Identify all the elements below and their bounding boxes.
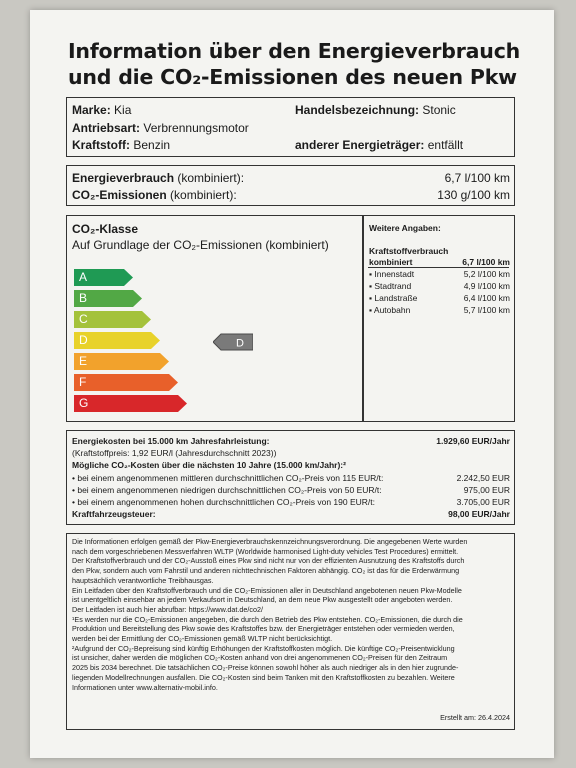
make-row <box>72 103 131 117</box>
further-item-text: Innenstadt <box>374 269 415 279</box>
footer-line: hauptsächlich verantwortliche Treibhausgas. <box>72 575 214 585</box>
footer-line: Der Leitfaden ist auch hier abrufbar: https://www.dat.de/co2/ <box>72 604 263 614</box>
title-line-2: und die CO₂-Emissionen des neuen Pkw <box>68 65 517 89</box>
trade-label: Handelsbezeichnung: <box>295 103 420 117</box>
class-bar-g <box>74 395 187 412</box>
further-item-text: Stadtrand <box>374 281 412 291</box>
footer-line: liegenden Modellrechnungen ausfallen. Die CO₂-Kosten sind beim Tanken mit den Kraftstoffkosten zu bezahlen. Weitere <box>72 672 455 682</box>
other-energy-row <box>295 138 463 152</box>
fuel-label: Kraftstoff: <box>72 138 130 152</box>
class-bar-e <box>74 353 169 370</box>
class-bar-a <box>74 269 133 286</box>
tax-label: Kraftfahrzeugsteuer: <box>72 509 156 519</box>
footer-line: den Pkw, sondern auch vom Fahrstil und anderen nichttechnischen Faktoren abhängig. CO₂ ist das für die Erderwärmung <box>72 566 460 576</box>
footer-line: Produktion und Bereitstellung des Pkw sowie des Kraftstoffes bzw. der Energieträger entstehen oder vermieden werden, <box>72 624 455 634</box>
class-bar-c <box>74 311 151 328</box>
co2-cost-label: Mögliche CO₂-Kosten über die nächsten 10 Jahre (15.000 km/Jahr):² <box>72 460 346 470</box>
fuel-value: Benzin <box>133 138 171 152</box>
co2-value: 130 g/100 km <box>437 188 510 202</box>
co2-cost-row-label: • bei einem angenommenen mittleren durchschnittlichen CO₂-Preis von 115 EUR/t: <box>72 473 384 483</box>
page-title <box>68 38 538 90</box>
trade-value: Stonic <box>422 103 456 117</box>
co2-cost-row-value: 3.705,00 EUR <box>456 497 510 507</box>
other-energy-value: entfällt <box>427 138 464 152</box>
co2-sub: (kombiniert): <box>170 188 237 202</box>
title-line-1: Information über den Energieverbrauch <box>68 39 521 63</box>
combined-label: kombiniert <box>369 257 413 267</box>
class-letter: B <box>79 291 88 305</box>
co2-label: CO₂-Emissionen <box>72 188 167 202</box>
fuel-price-note: (Kraftstoffpreis: 1,92 EUR/l (Jahresdurchschnitt 2023)) <box>72 448 277 458</box>
further-item-label: ▪ Innenstadt <box>369 269 415 279</box>
current-class-pointer <box>213 333 253 351</box>
energy-cost-label: Energiekosten bei 15.000 km Jahresfahrleistung: <box>72 436 270 446</box>
class-letter: A <box>79 270 88 284</box>
energy-label: Energieverbrauch <box>72 171 175 185</box>
footer-line: Die Informationen erfolgen gemäß der Pkw-Energieverbrauchskennzeichnungsverordnung. Die angegebenen Werte wurden <box>72 537 468 546</box>
combined-value: 6,7 l/100 km <box>462 257 510 267</box>
make-value: Kia <box>114 103 132 117</box>
energy-sub: (kombiniert): <box>177 171 245 185</box>
further-item-value: 4,9 l/100 km <box>463 281 510 291</box>
footer-line: ist unentgeltlich einsehbar an jedem Verkaufsort in Deutschland, an dem neue Pkw ausgestellt oder angeboten werden. <box>72 595 453 605</box>
class-letter: G <box>79 396 89 410</box>
combined-underline <box>368 267 509 268</box>
class-letter: C <box>79 312 88 326</box>
tax-value: 98,00 EUR/Jahr <box>448 509 510 519</box>
footer-line: 2025 bis 2034 berechnet. Die tatsächlichen CO₂-Preise können sowohl höher als auch niedriger als in den hier zugrunde- <box>72 663 459 673</box>
footer-line: nach dem vorgeschriebenen Messverfahren WLTP (Worldwide harmonised Light-duty vehicles Test Procedures) ermittelt. <box>72 546 459 556</box>
footer-line: werden bei der Ermittlung der CO₂-Emissionen gemäß WLTP nicht berücksichtigt. <box>72 634 333 643</box>
co2-class-heading: CO₂-Klasse <box>72 222 139 236</box>
further-item-value: 6,4 l/100 km <box>463 293 510 303</box>
further-item-label: ▪ Landstraße <box>369 293 418 303</box>
further-item-value: 5,7 l/100 km <box>463 305 510 315</box>
class-bar-b <box>74 290 142 307</box>
other-energy-label: anderer Energieträger: <box>295 138 425 152</box>
co2-cost-row-value: 2.242,50 EUR <box>456 473 510 483</box>
footer-line: ¹Es werden nur die CO₂-Emissionen angegeben, die durch den Betrieb des Pkw entstehen. CO₂-Emissionen, die durch die <box>72 614 463 624</box>
footer-line: ist unsicher, daher werden die möglichen CO₂-Kosten anhand von drei angenommenen CO₂-Preisen für den Zeitraum <box>72 653 448 663</box>
co2-row <box>72 188 237 202</box>
footer-line: Informationen unter www.alternativ-mobil.info. <box>72 682 218 692</box>
co2-class-subheading: Auf Grundlage der CO₂-Emissionen (kombiniert) <box>72 238 329 252</box>
class-letter: D <box>79 333 88 347</box>
energy-cost-value: 1.929,60 EUR/Jahr <box>436 436 510 446</box>
further-item-value: 5,2 l/100 km <box>463 269 510 279</box>
further-item-label: ▪ Autobahn <box>369 305 411 315</box>
class-bar-d <box>74 332 160 349</box>
footer-line: ²Aufgrund der CO₂-Bepreisung sind künftig Erhöhungen der Kraftstoffkosten möglich. Die künftige CO₂-Preisentwicklung <box>72 643 455 653</box>
co2-cost-row-label: • bei einem angenommenen niedrigen durchschnittlichen CO₂-Preis von 50 EUR/t: <box>72 485 382 495</box>
drive-value: Verbrennungsmotor <box>143 121 249 135</box>
further-item-text: Autobahn <box>373 305 411 315</box>
energy-row <box>72 171 244 185</box>
created-date: Erstellt am: 26.4.2024 <box>440 713 510 722</box>
co2-cost-row-value: 975,00 EUR <box>463 485 510 495</box>
current-class-letter: D <box>236 337 244 350</box>
fuel-consumption-heading: Kraftstoffverbrauch <box>369 246 449 256</box>
footer-line: Ein Leitfaden über den Kraftstoffverbrauch und die CO₂-Emissionen aller in Deutschland angebotenen neuen Pkw-Modelle <box>72 585 462 595</box>
make-label: Marke: <box>72 103 111 117</box>
class-bar-f <box>74 374 178 391</box>
co2-class-divider <box>362 215 364 422</box>
fuel-row <box>72 138 170 152</box>
further-item-label: ▪ Stadtrand <box>369 281 412 291</box>
footer-line: Der Kraftstoffverbrauch und der CO₂-Ausstoß eines Pkw sind nicht nur von der effizienten Ausnutzung des Kraftstoffs durch <box>72 556 465 566</box>
further-item-text: Landstraße <box>374 293 418 303</box>
co2-cost-row-label: • bei einem angenommenen hohen durchschnittlichen CO₂-Preis von 190 EUR/t: <box>72 497 375 507</box>
trade-row <box>295 103 456 117</box>
further-heading: Weitere Angaben: <box>369 223 441 233</box>
class-letter: E <box>79 354 88 368</box>
class-letter: F <box>79 375 87 389</box>
drive-row <box>72 121 249 135</box>
energy-value: 6,7 l/100 km <box>444 171 510 185</box>
drive-label: Antriebsart: <box>72 121 141 135</box>
